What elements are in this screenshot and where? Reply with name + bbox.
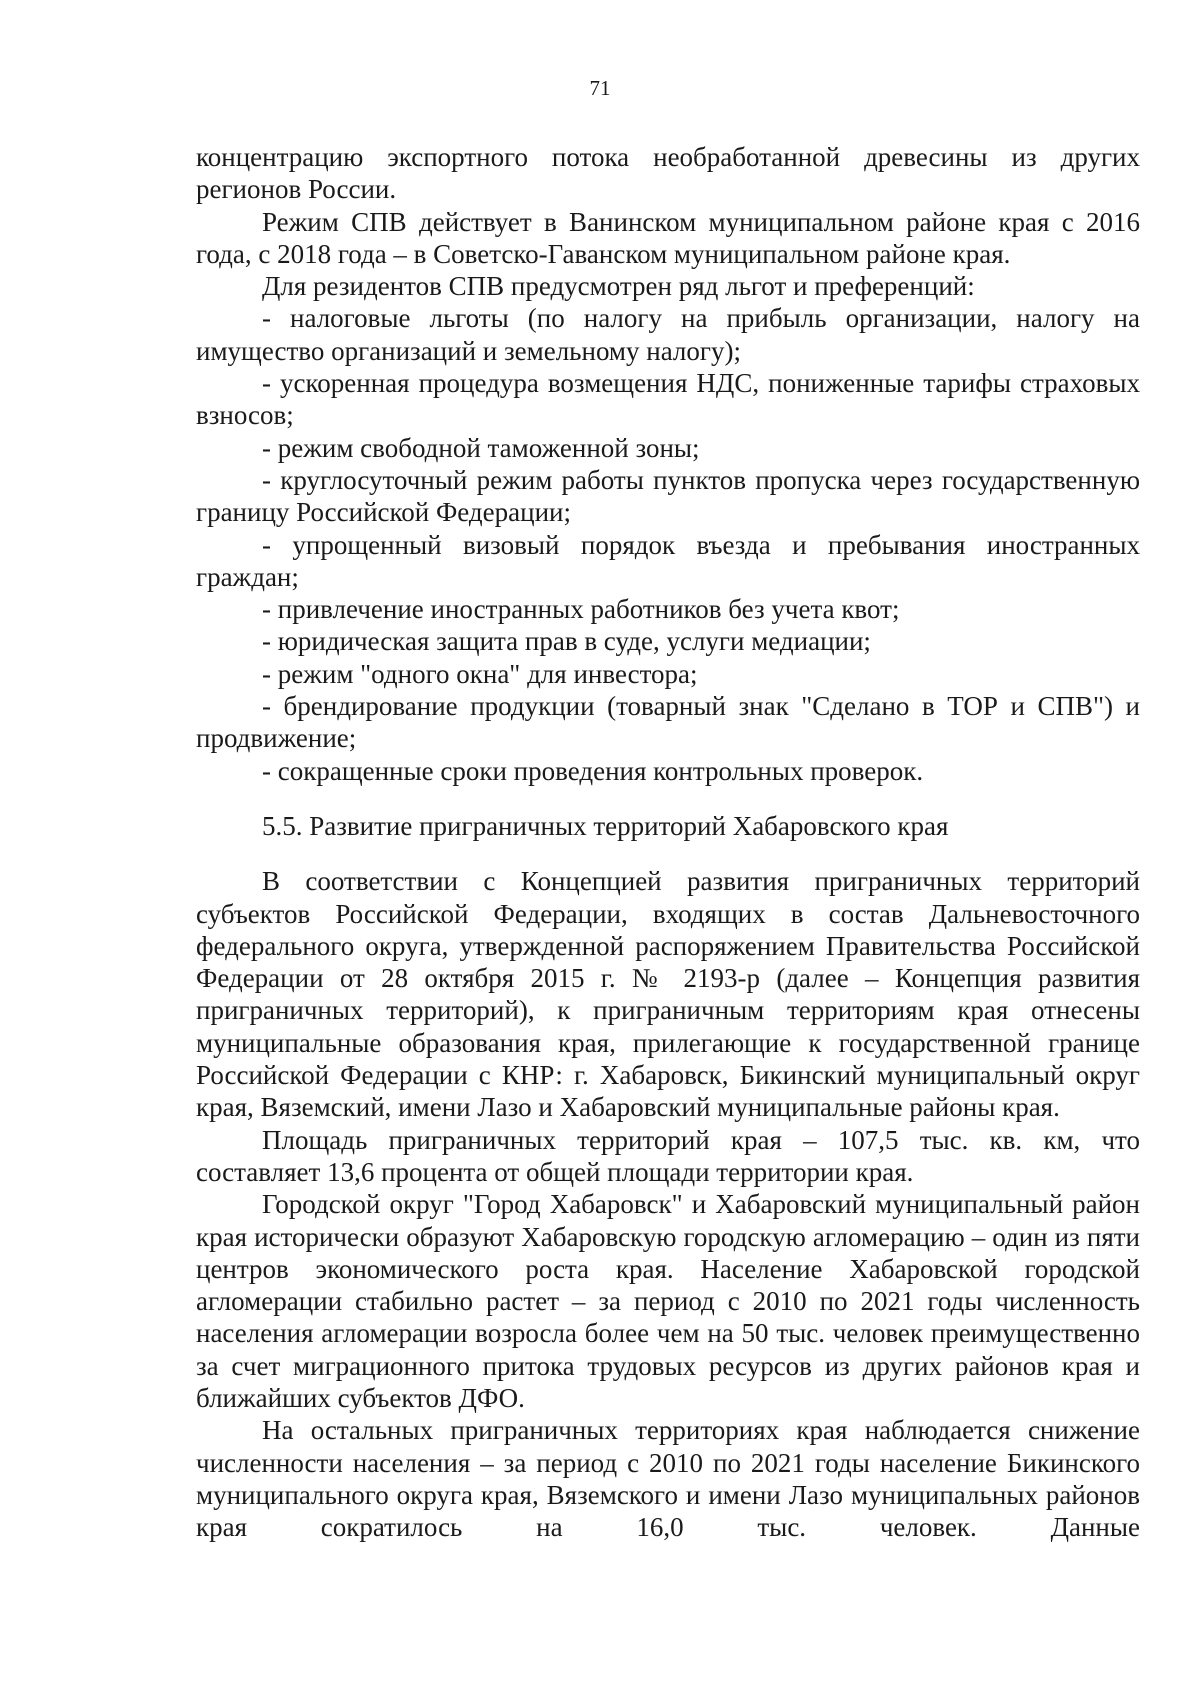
paragraph: В соответствии с Концепцией развития приграничных территорий субъектов Российской Федерации, входящих в состав Дальневосточного федерального округа, утвержденной распоряжением Правительства Российской Федерации от 28 октября 2015 г. № 2193-р (далее – Концепция развития приграничных территорий), к приграничным территориям края отнесены муниципальные образования края, прилегающие к государственной границе Российской Федерации с КНР: г. Хабаровск, Бикинский муниципальный округ края, Вяземский, имени Лазо и Хабаровский муниципальные районы края. (196, 866, 1140, 1123)
list-item: - ускоренная процедура возмещения НДС, пониженные тарифы страховых взносов; (196, 368, 1140, 431)
list-item: - режим свободной таможенной зоны; (262, 432, 700, 463)
paragraph: Для резидентов СПВ предусмотрен ряд льгот и преференций: (262, 271, 975, 302)
list-item: - брендирование продукции (товарный знак "Сделано в ТОР и СПВ") и продвижение; (196, 691, 1140, 754)
list-item: - режим "одного окна" для инвестора; (262, 658, 698, 689)
paragraph: На остальных приграничных территориях края наблюдается снижение численности населения – за период с 2010 по 2021 годы население Бикинского муниципального округа края, Вяземского и имени Лазо муниципальных районов края сократилось на 16,0 тыс. человек. Данные (196, 1415, 1140, 1543)
paragraph: Городской округ "Город Хабаровск" и Хабаровский муниципальный район края исторически образуют Хабаровскую городскую агломерацию – один из пяти центров экономического роста края. Население Хабаровской городской агломерации стабильно растет – за период с 2010 по 2021 годы численность населения агломерации возросла более чем на 50 тыс. человек преимущественно за счет миграционного притока трудовых ресурсов из других районов края и ближайших субъектов ДФО. (196, 1189, 1140, 1413)
list-item: - привлечение иностранных работников без учета квот; (262, 594, 900, 625)
page-number: 71 (589, 76, 611, 100)
list-item: - юридическая защита прав в суде, услуги медиации; (262, 626, 871, 657)
paragraph: концентрацию экспортного потока необработанной древесины из других регионов России. (196, 142, 1140, 205)
section-heading: 5.5. Развитие приграничных территорий Хабаровского края (262, 810, 949, 841)
list-item: - сокращенные сроки проведения контрольных проверок. (262, 755, 924, 786)
list-item: - упрощенный визовый порядок въезда и пребывания иностранных граждан; (196, 529, 1140, 592)
paragraph: Режим СПВ действует в Ванинском муниципальном районе края с 2016 года, с 2018 года – в Советско-Гаванском муниципальном районе края. (196, 206, 1140, 269)
list-item: - налоговые льготы (по налогу на прибыль организации, налогу на имущество организаций и земельному налогу); (196, 303, 1140, 366)
document-body (196, 141, 1140, 1543)
paragraph: Площадь приграничных территорий края – 107,5 тыс. кв. км, что составляет 13,6 процента от общей площади территории края. (196, 1124, 1140, 1187)
list-item: - круглосуточный режим работы пунктов пропуска через государственную границу Российской Федерации; (196, 464, 1140, 528)
